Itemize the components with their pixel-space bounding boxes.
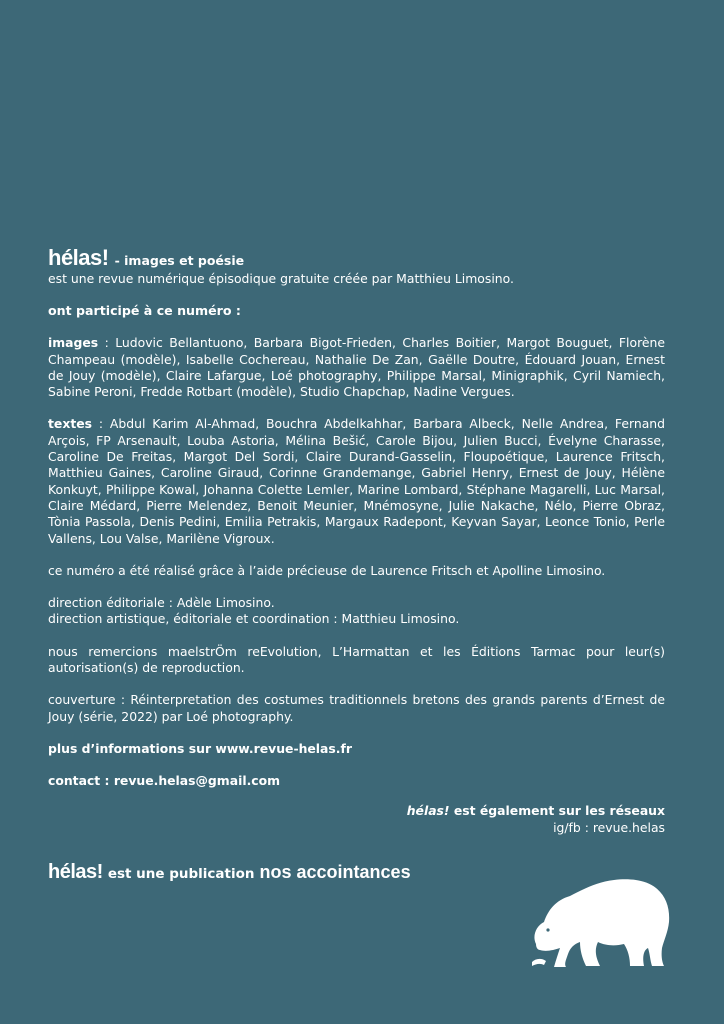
cover-credit: couverture : Réinterpretation des costumes traditionnels bretons des grands parents d’Ernest de Jouy (série, 2022) par Loé photography. [48,692,665,724]
helas-logo: hélas! [48,245,109,270]
publication-line [48,860,411,884]
social-line [407,803,665,820]
editorial-direction: direction éditoriale : Adèle Limosino. [48,595,275,611]
nos-accointances-logo: nos accointances [259,862,411,882]
polar-bear-icon [526,870,674,970]
contributors-heading: ont participé à ce numéro : [48,303,241,319]
thanks-text: ce numéro a été réalisé grâce à l’aide précieuse de Laurence Fritsch et Apolline Limosino. [48,562,606,578]
masthead [48,246,665,270]
social-block [407,803,665,836]
helas-logo-footer: hélas! [48,861,103,883]
social-text: est également sur les réseaux [449,803,665,818]
direction-block [48,595,665,628]
texts-credits [48,416,665,546]
intro-text: est une revue numérique épisodique gratuite créée par Matthieu Limosino. [48,271,514,286]
social-handle[interactable]: ig/fb : revue.helas [553,819,665,835]
social-brand: hélas! [406,803,450,818]
publication-text: est une publication [107,866,255,882]
texts-label: textes [48,416,93,432]
more-info-link[interactable]: plus d’informations sur www.revue-helas.fr [48,740,352,756]
colophon [48,246,665,806]
tagline: - images et poésie [114,253,245,268]
permissions-text: nous remercions maelstrÖm reEvolution, L’Harmattan et les Éditions Tarmac pour leur(s) autorisation(s) de reproduction. [48,643,665,676]
images-list: : Ludovic Bellantuono, Barbara Bigot-Frieden, Charles Boitier, Margot Bouguet, Florène Champeau (modèle), Isabelle Cochereau, Nathalie De Zan, Gaëlle Doutre, Édouard Jouan, Ernest de Jouy (modèle), Claire Lafargue, Loé photography, Philippe Marsal, Minigraphik, Cyril Namiech, Sabine Peroni, Fredde Rotbart (modèle), Studio Chapchap, Nadine Vergues. [48,335,665,400]
images-credits [48,335,665,400]
images-label: images [48,335,99,351]
texts-list: : Abdul Karim Al-Ahmad, Bouchra Abdelkahhar, Barbara Albeck, Nelle Andrea, Fernand Arçois, FP Arsenault, Louba Astoria, Mélina Bešić, Carole Bijou, Julien Bucci, Évelyne Charasse, Caroline De Freitas, Margot Del Sordi, Claire Durand-Gasselin, Floupoétique, Laurence Fritsch, Matthieu Gaines, Caroline Giraud, Corinne Grandemange, Gabriel Henry, Ernest de Jouy, Hélène Konkuyt, Philippe Kowal, Johanna Colette Lemler, Marine Lombard, Stéphane Magarelli, Luc Marsal, Claire Médard, Pierre Melendez, Benoit Meunier, Mnémosyne, Julie Nakache, Nélo, Pierre Obraz, Tònia Passola, Denis Pedini, Emilia Petrakis, Margaux Radepont, Keyvan Sayar, Leonce Tonio, Perle Vallens, Lou Valse, Marilène Vigroux. [48,416,665,546]
artistic-direction: direction artistique, éditoriale et coordination : Matthieu Limosino. [48,611,460,627]
contact-email[interactable]: contact : revue.helas@gmail.com [48,773,281,789]
